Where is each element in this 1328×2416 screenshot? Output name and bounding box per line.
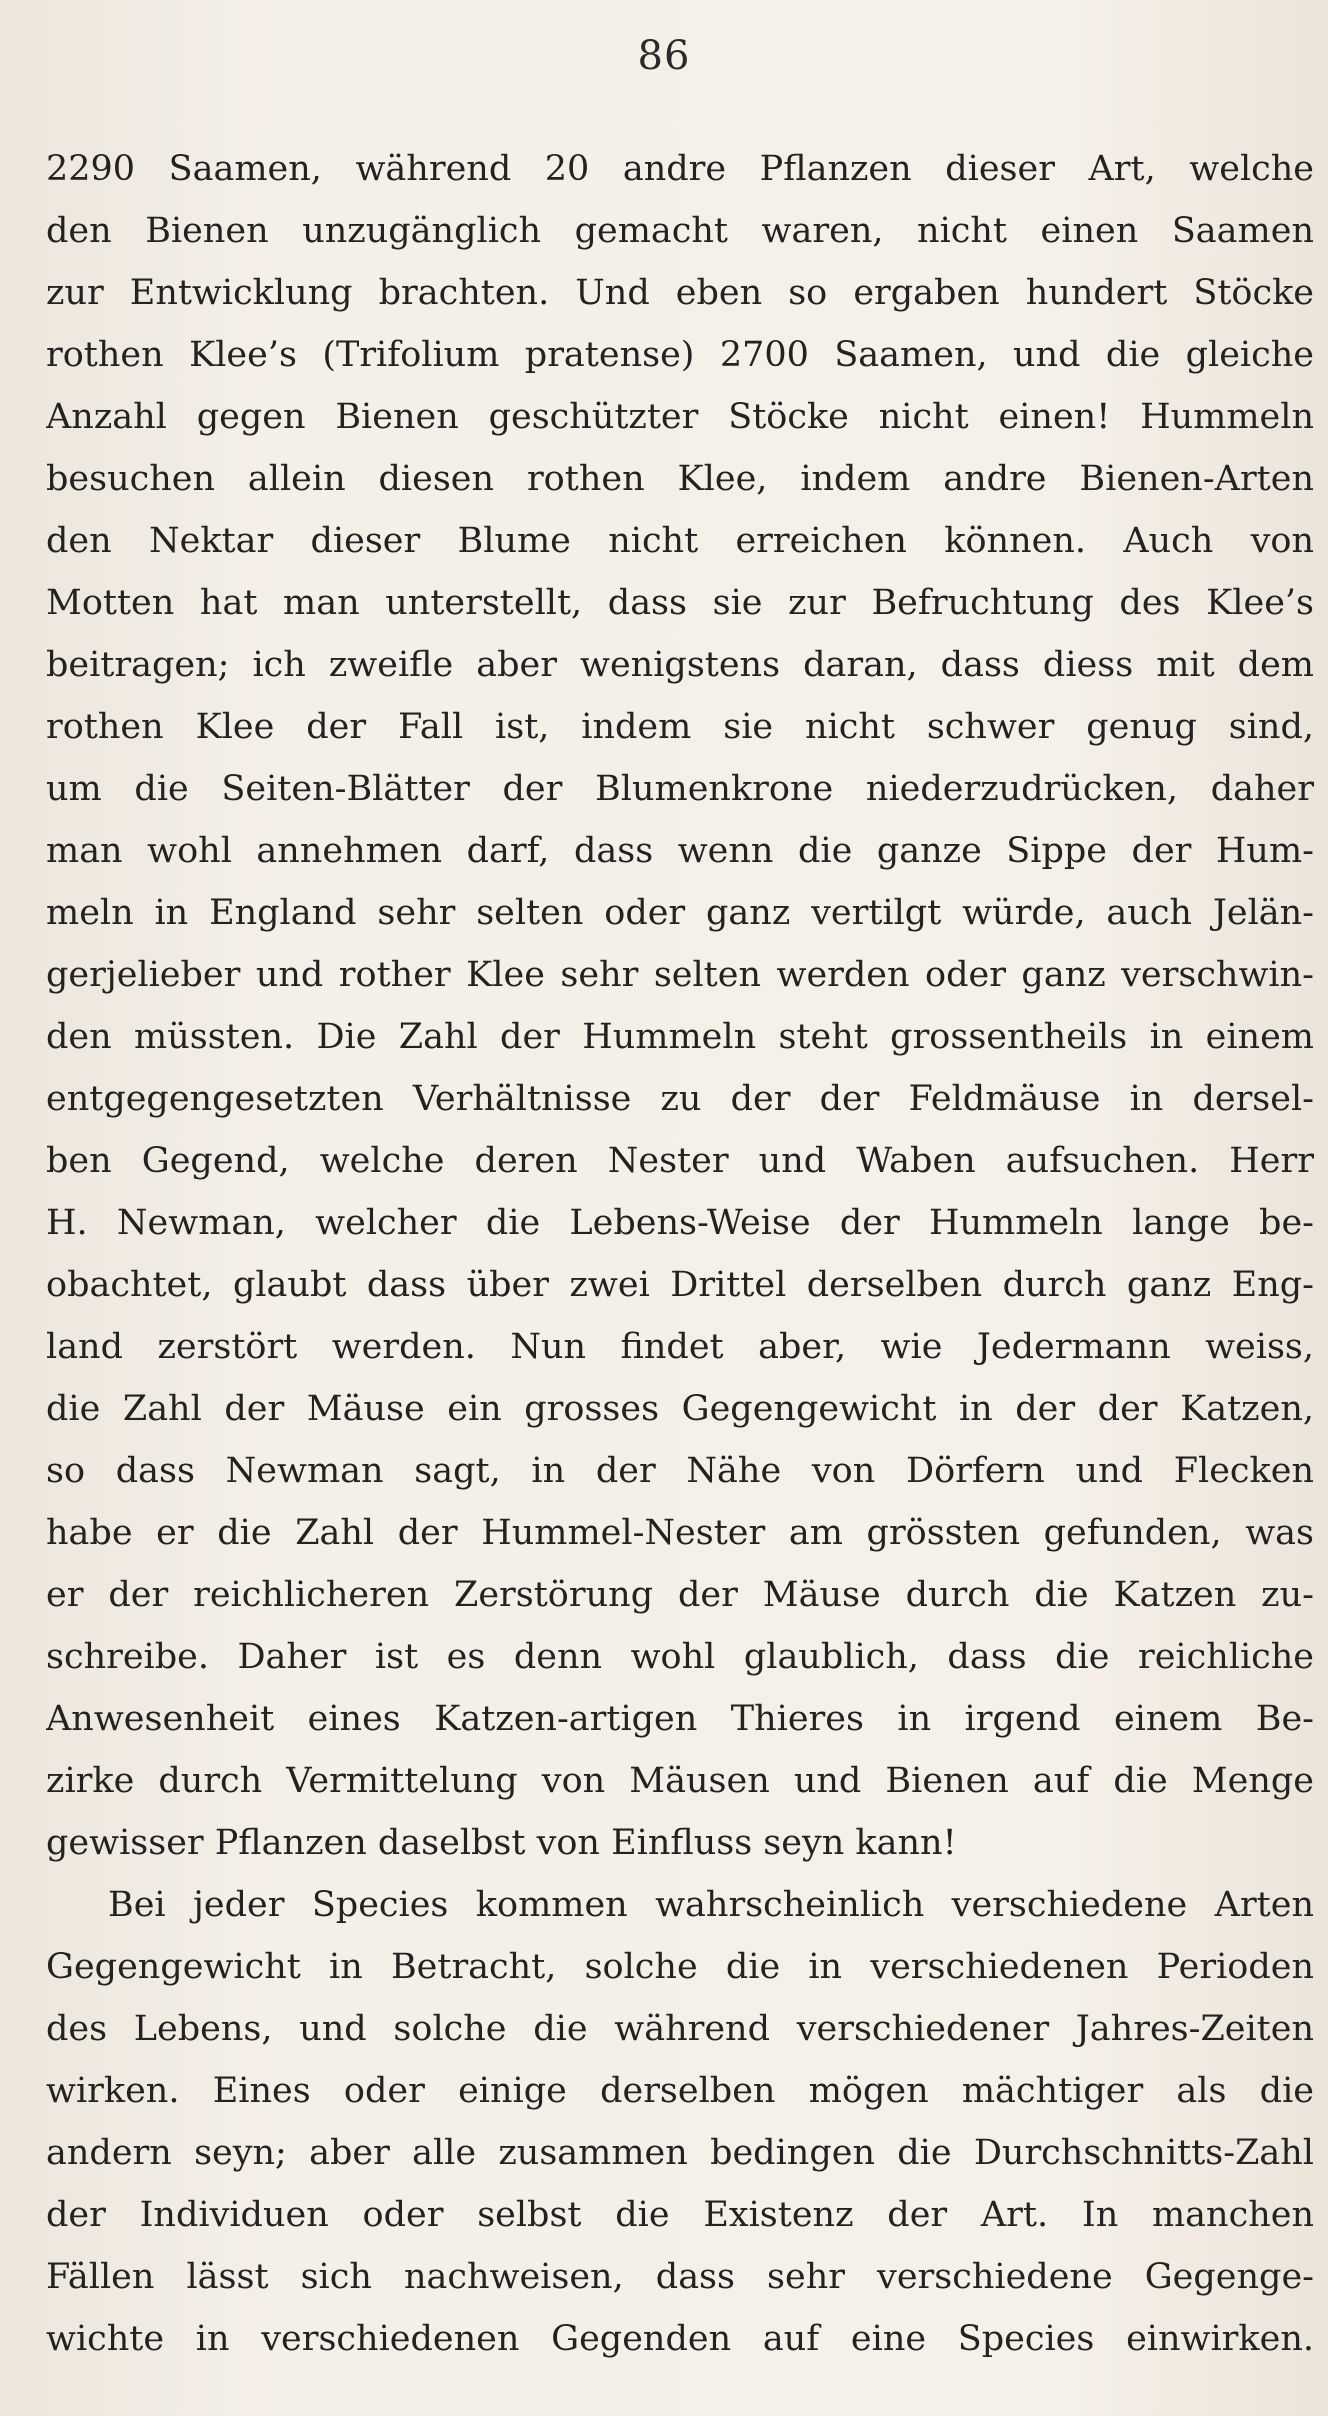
text-line: wichte in verschiedenen Gegenden auf eine Species einwirken. <box>46 2319 1314 2359</box>
text-line: Anzahl gegen Bienen geschützter Stöcke nicht einen! Hummeln <box>46 397 1314 437</box>
text-line: die Zahl der Mäuse ein grosses Gegengewicht in der der Katzen, <box>46 1389 1314 1429</box>
text-line: der Individuen oder selbst die Existenz der Art. In manchen <box>46 2195 1314 2235</box>
text-line: habe er die Zahl der Hummel-Nester am grössten gefunden, was <box>46 1513 1314 1553</box>
text-line: den Bienen unzugänglich gemacht waren, nicht einen Saamen <box>46 211 1314 251</box>
page-number: 86 <box>637 33 691 79</box>
text-line: beitragen; ich zweifle aber wenigstens daran, dass diess mit dem <box>46 645 1314 685</box>
text-line: Fällen lässt sich nachweisen, dass sehr verschiedene Gegenge- <box>46 2257 1314 2297</box>
text-line: entgegengesetzten Verhältnisse zu der der Feldmäuse in dersel- <box>46 1079 1314 1119</box>
body-text <box>46 138 1314 2370</box>
paragraph-1 <box>46 138 1314 1874</box>
text-line: besuchen allein diesen rothen Klee, indem andre Bienen-Arten <box>46 459 1314 499</box>
text-line: H. Newman, welcher die Lebens-Weise der Hummeln lange be- <box>46 1203 1314 1243</box>
text-line: 2290 Saamen, während 20 andre Pflanzen dieser Art, welche <box>46 149 1314 189</box>
text-line: er der reichlicheren Zerstörung der Mäuse durch die Katzen zu- <box>46 1575 1314 1615</box>
text-line: Anwesenheit eines Katzen-artigen Thieres in irgend einem Be- <box>46 1699 1314 1739</box>
text-line: obachtet, glaubt dass über zwei Drittel derselben durch ganz Eng- <box>46 1265 1314 1305</box>
text-line: um die Seiten-Blätter der Blumenkrone niederzudrücken, daher <box>46 769 1314 809</box>
text-line: Motten hat man unterstellt, dass sie zur Befruchtung des Klee’s <box>46 583 1314 623</box>
text-line: andern seyn; aber alle zusammen bedingen die Durchschnitts-Zahl <box>46 2133 1314 2173</box>
text-line: Gegengewicht in Betracht, solche die in verschiedenen Perioden <box>46 1947 1314 1987</box>
text-line: gewisser Pflanzen daselbst von Einfluss seyn kann! <box>46 1823 957 1863</box>
text-line: zur Entwicklung brachten. Und eben so ergaben hundert Stöcke <box>46 273 1314 313</box>
text-line: den müssten. Die Zahl der Hummeln steht grossentheils in einem <box>46 1017 1314 1057</box>
text-line: schreibe. Daher ist es denn wohl glaublich, dass die reichliche <box>46 1637 1314 1677</box>
paragraph-2 <box>46 1874 1314 2370</box>
text-line: Bei jeder Species kommen wahrscheinlich verschiedene Arten <box>108 1885 1314 1925</box>
text-line: so dass Newman sagt, in der Nähe von Dörfern und Flecken <box>46 1451 1314 1491</box>
text-line: rothen Klee’s (Trifolium pratense) 2700 Saamen, und die gleiche <box>46 335 1314 375</box>
text-line: ben Gegend, welche deren Nester und Waben aufsuchen. Herr <box>46 1141 1314 1181</box>
text-line: wirken. Eines oder einige derselben mögen mächtiger als die <box>46 2071 1314 2111</box>
text-line: des Lebens, und solche die während verschiedener Jahres-Zeiten <box>46 2009 1314 2049</box>
text-line: rothen Klee der Fall ist, indem sie nicht schwer genug sind, <box>46 707 1314 747</box>
text-line: zirke durch Vermittelung von Mäusen und Bienen auf die Menge <box>46 1761 1314 1801</box>
text-line: man wohl annehmen darf, dass wenn die ganze Sippe der Hum- <box>46 831 1314 871</box>
text-line: land zerstört werden. Nun findet aber, wie Jedermann weiss, <box>46 1327 1314 1367</box>
text-line: den Nektar dieser Blume nicht erreichen können. Auch von <box>46 521 1314 561</box>
text-line: meln in England sehr selten oder ganz vertilgt würde, auch Jelän- <box>46 893 1314 933</box>
text-line: gerjelieber und rother Klee sehr selten werden oder ganz verschwin- <box>46 955 1314 995</box>
